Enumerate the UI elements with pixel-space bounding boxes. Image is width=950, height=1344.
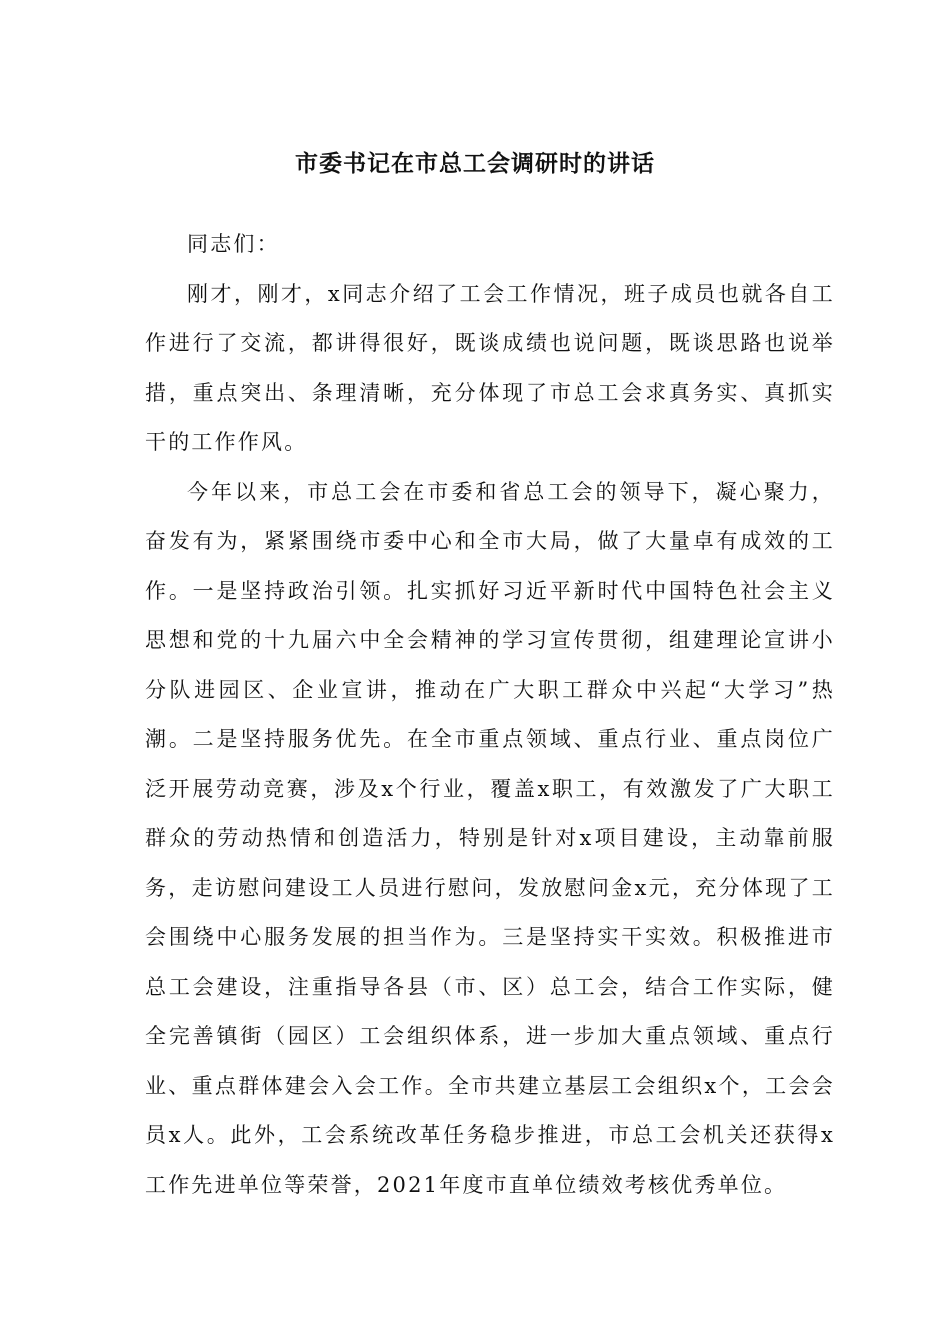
document-title: 市委书记在市总工会调研时的讲话: [295, 150, 655, 177]
document-body: [145, 220, 835, 1210]
paragraph-1: 刚才，刚才，x同志介绍了工会工作情况，班子成员也就各自工作进行了交流，都讲得很好，既谈成绩也说问题，既谈思路也说举措，重点突出、条理清晰，充分体现了市总工会求真务实、真抓实干的工作作风。: [145, 281, 835, 454]
salutation: 同志们：: [187, 232, 280, 256]
paragraph-2: 今年以来，市总工会在市委和省总工会的领导下，凝心聚力，奋发有为，紧紧围绕市委中心和全市大局，做了大量卓有成效的工作。一是坚持政治引领。扎实抓好习近平新时代中国特色社会主义思想和党的十九届六中全会精神的学习宣传贯彻，组建理论宣讲小分队进园区、企业宣讲，推动在广大职工群众中兴起“大学习”热潮。二是坚持服务优先。在全市重点领域、重点行业、重点岗位广泛开展劳动竞赛，涉及x个行业，覆盖x职工，有效激发了广大职工群众的劳动热情和创造活力，特别是针对x项目建设，主动靠前服务，走访慰问建设工人员进行慰问，发放慰问金x元，充分体现了工会围绕中心服务发展的担当作为。三是坚持实干实效。积极推进市总工会建设，注重指导各县（市、区）总工会，结合工作实际，健全完善镇街（园区）工会组织体系，进一步加大重点领域、重点行业、重点群体建会入会工作。全市共建立基层工会组织x个，工会会员x人。此外，工会系统改革任务稳步推进，市总工会机关还获得x工作先进单位等荣誉，2021年度市直单位绩效考核优秀单位。: [145, 479, 835, 1197]
